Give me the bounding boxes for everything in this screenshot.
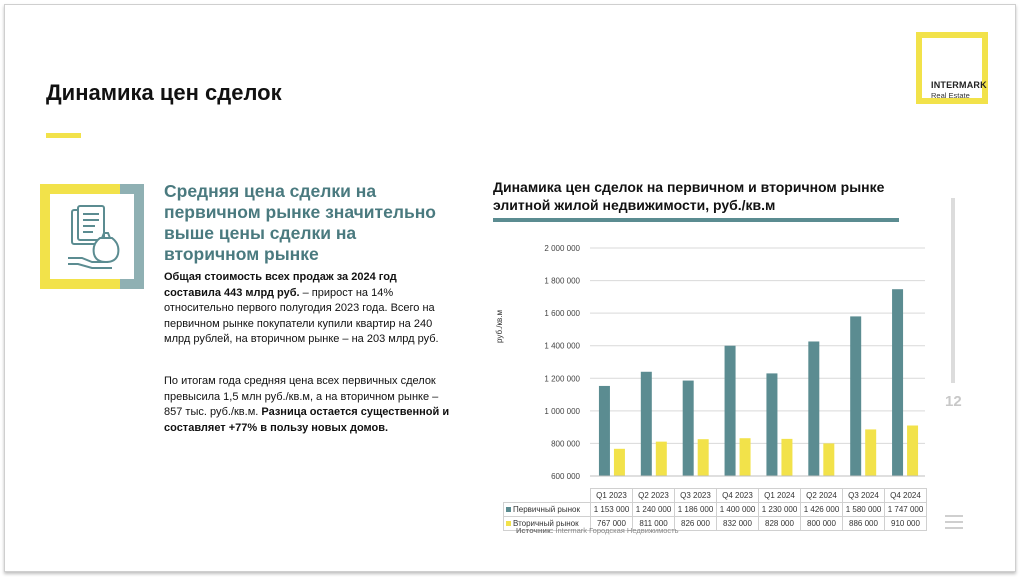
legend-primary [504,503,591,517]
legend-label-secondary: Вторичный рынок [513,519,579,528]
page-number: 12 [945,393,962,410]
bar-secondary [614,449,625,476]
chart-data-table [503,488,927,531]
y-tick-label: 1 400 000 [544,341,580,351]
legend-label-primary: Первичный рынок [513,505,580,514]
source-label: Источник: [516,526,554,535]
category-label: Q1 2024 [759,489,801,503]
category-label: Q3 2023 [675,489,717,503]
data-label-secondary: 832 000 [717,517,759,531]
bar-secondary [656,442,667,476]
data-label-secondary: 811 000 [633,517,675,531]
bar-primary [641,372,652,476]
y-tick-label: 1 800 000 [544,276,580,286]
bar-secondary [907,426,918,476]
bar-primary [725,346,736,476]
y-tick-label: 2 000 000 [544,244,580,253]
category-label: Q2 2023 [633,489,675,503]
bar-primary [808,341,819,476]
data-label-secondary: 828 000 [759,517,801,531]
bar-primary [683,381,694,476]
chart-title: Динамика цен сделок на первичном и вторичном рынке элитной жилой недвижимости, руб./кв.м [493,179,885,213]
data-label-secondary: 826 000 [675,517,717,531]
paragraph-2-text: По итогам года средняя цена всех первичных сделок превысила 1,5 млн руб./кв.м, а на вторичном рынке – 857 тыс. руб./кв.м. [164,375,439,418]
table-row-categories [504,489,927,503]
bar-primary [892,289,903,476]
bar-secondary [740,438,751,476]
scroll-indicator[interactable] [951,198,955,383]
y-tick-label: 600 000 [551,472,580,481]
bar-primary [850,316,861,476]
legend-swatch-primary [506,507,511,512]
data-label-primary: 1 230 000 [759,503,801,517]
data-label-secondary: 767 000 [591,517,633,531]
category-label: Q3 2024 [843,489,885,503]
data-label-secondary: 910 000 [885,517,927,531]
category-label: Q4 2023 [717,489,759,503]
table-row-primary [504,503,927,517]
logo-main-text: INTERMARK [931,80,987,90]
paragraph-1-bold: Общая стоимость всех продаж за 2024 год составила 443 млрд руб. [164,271,397,299]
intermark-logo [916,32,988,104]
icon-frame-inner [50,194,134,279]
data-label-secondary: 886 000 [843,517,885,531]
category-label: Q2 2024 [801,489,843,503]
section-heading: Средняя цена сделки на первичном рынке значительно выше цены сделки на вторичном рынке [164,181,436,264]
data-label-primary: 1 426 000 [801,503,843,517]
paragraph-2 [164,374,454,436]
logo-sub-text: Real Estate [931,91,970,100]
bar-secondary [781,439,792,476]
data-label-secondary: 800 000 [801,517,843,531]
title-accent-bar [46,133,81,138]
icon-frame [40,184,144,289]
bar-secondary [865,429,876,476]
category-label: Q1 2023 [591,489,633,503]
page-title: Динамика цен сделок [46,80,282,105]
bar-secondary [698,439,709,476]
bar-primary [599,386,610,476]
data-label-primary: 1 240 000 [633,503,675,517]
data-label-primary: 1 186 000 [675,503,717,517]
data-label-primary: 1 153 000 [591,503,633,517]
menu-icon[interactable] [945,515,963,533]
data-label-primary: 1 747 000 [885,503,927,517]
paragraph-1-text: – прирост на 14% относительно первого полугодия 2023 года. Всего на первичном рынке покупатели купили квартир на 240 млрд рублей, на вторичном рынке – на 203 млрд руб. [164,286,439,345]
legend-swatch-secondary [506,521,511,526]
bar-primary [766,373,777,476]
chart-title-bar [493,218,899,222]
table-corner [504,489,591,503]
y-tick-label: 1 000 000 [544,406,580,416]
y-tick-label: 1 200 000 [544,374,580,384]
y-tick-label: 800 000 [551,439,580,449]
data-label-primary: 1 400 000 [717,503,759,517]
source-note [516,526,679,535]
source-text: Intermark Городская Недвижимость [553,526,679,535]
y-tick-label: 1 600 000 [544,309,580,319]
paragraph-1 [164,270,454,348]
data-label-primary: 1 580 000 [843,503,885,517]
paragraph-2-bold: Разница остается существенной и составляет +77% в пользу новых домов. [164,406,450,434]
y-axis-label: руб./кв.м [495,310,504,343]
bar-chart [500,236,930,486]
bar-secondary [823,443,834,476]
document-money-bag-icon [50,194,134,279]
category-label: Q4 2024 [885,489,927,503]
